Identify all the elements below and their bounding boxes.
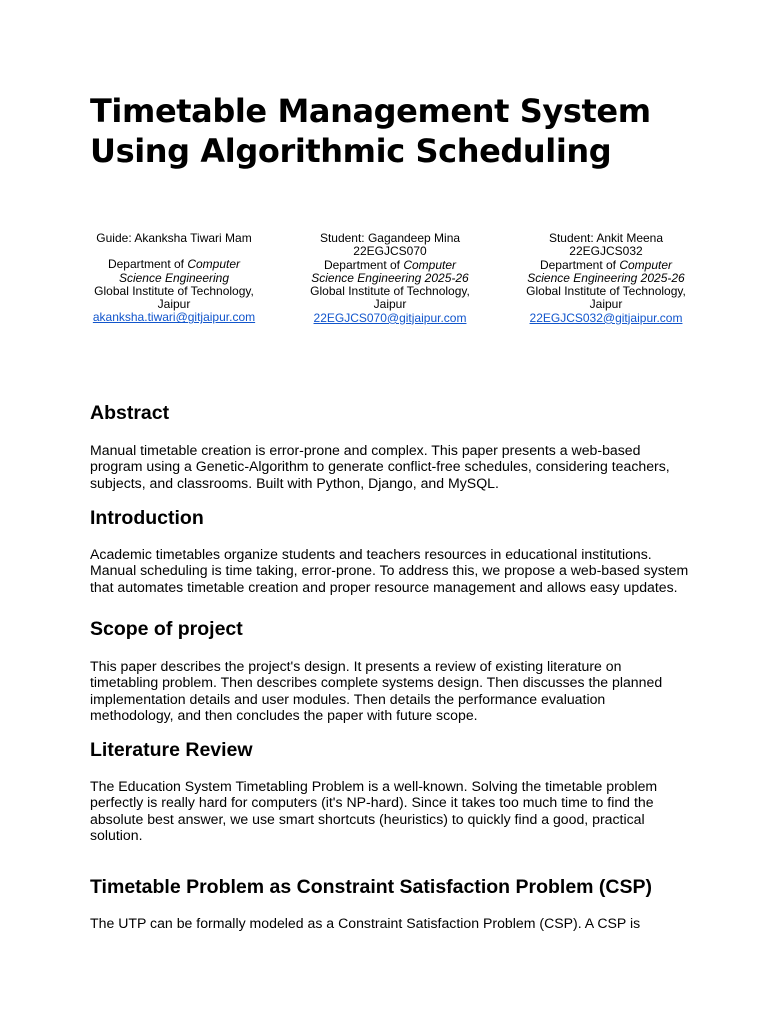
author-name: Student: Ankit Meena	[548, 231, 664, 245]
author-institute: Global Institute of Technology, Jaipur	[526, 284, 686, 312]
author-email-link[interactable]: 22EGJCS070@gitjaipur.com	[313, 310, 467, 325]
author-roll-number: 22EGJCS070	[353, 244, 427, 259]
scope-heading: Scope of project	[90, 618, 243, 640]
author-department: Department of Computer Science Engineering 2025-26	[527, 257, 685, 285]
literature-text: The Education System Timetabling Problem is a well-known. Solving the timetable problem perfectly is really hard for computers (it's NP-hard). Since it takes too much time to find the absolute best answer, we use smart shortcuts (heuristics) to quickly find a good, practical solution.	[90, 778, 658, 843]
literature-heading: Literature Review	[90, 739, 253, 761]
author-institute: Global Institute of Technology, Jaipur	[310, 284, 470, 312]
csp-heading: Timetable Problem as Constraint Satisfaction Problem (CSP)	[90, 876, 653, 898]
author-name: Guide: Akanksha Tiwari Mam	[96, 231, 252, 245]
author-student-2	[522, 232, 690, 325]
author-institute: Global Institute of Technology, Jaipur	[94, 283, 254, 312]
introduction-heading: Introduction	[90, 507, 204, 529]
author-department: Department of Computer Science Engineering 2025-26	[311, 257, 469, 285]
abstract-text: Manual timetable creation is error-prone and complex. This paper presents a web-based program using a Genetic-Algorithm to generate conflict-free schedules, considering teachers, subjects, and classrooms. Built with Python, Django, and MySQL.	[90, 442, 670, 491]
scope-text: This paper describes the project's design. It presents a review of existing literature on timetabling problem. Then describes complete systems design. Then discusses the planned implementation details and user modules. Then details the performance evaluation methodology, and then concludes the paper with future scope.	[90, 658, 663, 723]
author-guide	[90, 232, 258, 325]
abstract-heading: Abstract	[90, 402, 170, 424]
csp-text: The UTP can be formally modeled as a Constraint Satisfaction Problem (CSP). A CSP is	[90, 915, 641, 931]
author-name: Student: Gagandeep Mina	[319, 231, 461, 245]
author-email-link[interactable]: 22EGJCS032@gitjaipur.com	[529, 310, 683, 325]
paper-title: Timetable Management System Using Algorithmic Scheduling	[90, 92, 651, 170]
author-block	[90, 232, 690, 325]
author-email-link[interactable]: akanksha.tiwari@gitjaipur.com	[92, 310, 256, 325]
author-roll-number: 22EGJCS032	[569, 244, 643, 259]
author-department: Department of Computer Science Engineering	[107, 257, 241, 285]
introduction-text: Academic timetables organize students and teachers resources in educational institutions. Manual scheduling is time taking, error-prone. To address this, we propose a web-based system that automates timetable creation and proper resource management and allows easy updates.	[90, 546, 689, 595]
author-student-1	[306, 232, 474, 325]
